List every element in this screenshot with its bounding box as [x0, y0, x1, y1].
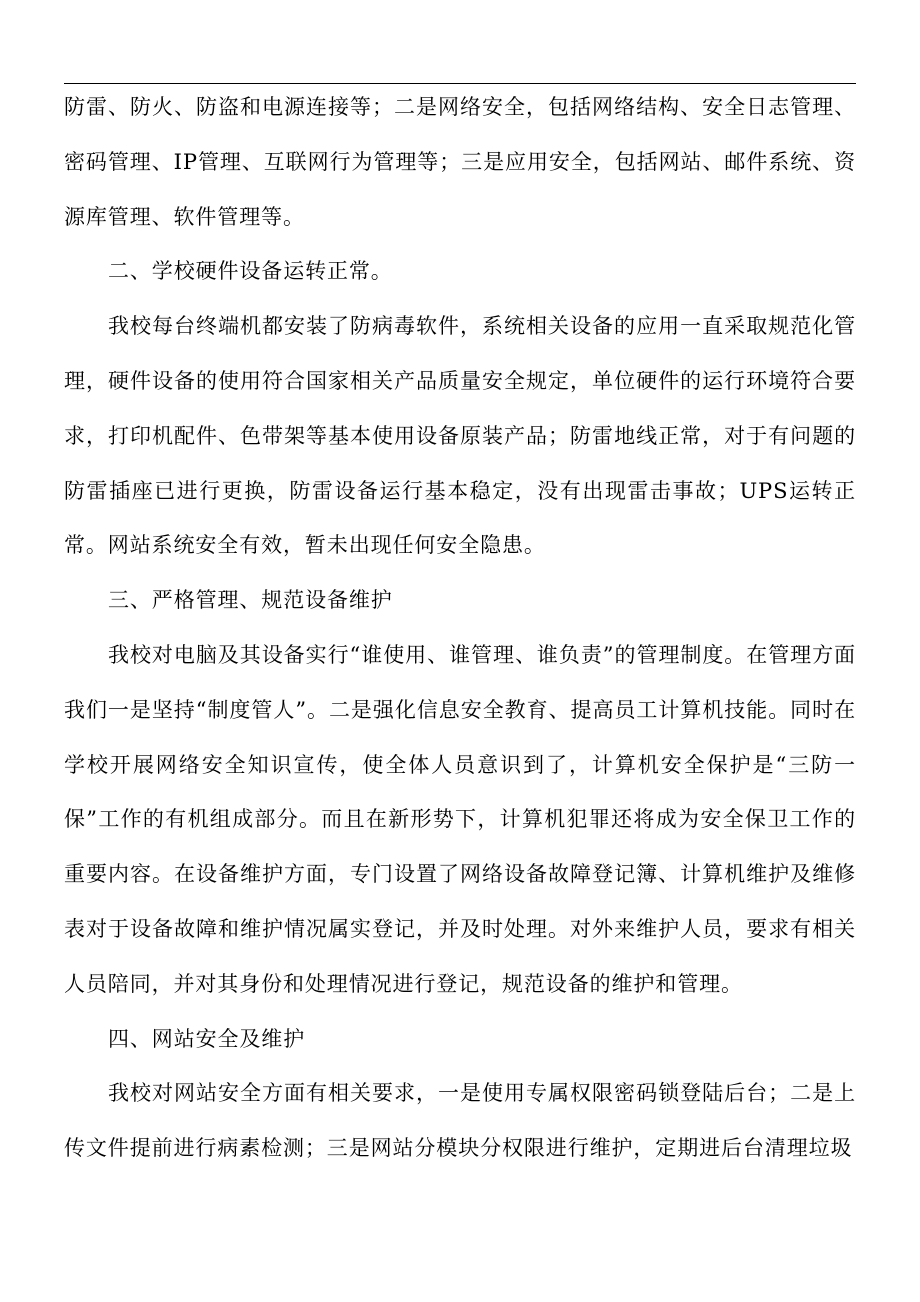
- section-heading-maintenance: 三、严格管理、规范设备维护: [108, 588, 393, 613]
- paragraph-maintenance: 我校对电脑及其设备实行“谁使用、谁管理、谁负责”的管理制度。在管理方面我们一是坚持“制度管人”。二是强化信息安全教育、提高员工计算机技能。同时在学校开展网络安全知识宣传，使全体人员意识到了，计算机安全保护是“三防一保”工作的有机组成部分。而且在新形势下，计算机犯罪还将成为安全保卫工作的重要内容。在设备维护方面，专门设置了网络设备故障登记簿、计算机维护及维修表对于设备故障和维护情况属实登记，并及时处理。对外来维护人员，要求有相关人员陪同，并对其身份和处理情况进行登记，规范设备的维护和管理。: [64, 642, 856, 996]
- section-heading-website: 四、网站安全及维护: [108, 1026, 306, 1051]
- paragraph-website: 我校对网站安全方面有相关要求，一是使用专属权限密码锁登陆后台；二是上传文件提前进行病素检测；三是网站分模块分权限进行维护，定期进后台清理垃圾: [64, 1081, 856, 1161]
- section-heading-hardware: 二、学校硬件设备运转正常。: [108, 259, 393, 284]
- paragraph-intro-continuation: 防雷、防火、防盗和电源连接等；二是网络安全，包括网络结构、安全日志管理、密码管理、IP管理、互联网行为管理等；三是应用安全，包括网站、邮件系统、资源库管理、软件管理等。: [64, 95, 856, 229]
- document-body: [64, 80, 856, 1176]
- paragraph-hardware: 我校每台终端机都安装了防病毒软件，系统相关设备的应用一直采取规范化管理，硬件设备的使用符合国家相关产品质量安全规定，单位硬件的运行环境符合要求，打印机配件、色带架等基本使用设备原装产品；防雷地线正常，对于有问题的防雷插座已进行更换，防雷设备运行基本稳定，没有出现雷击事故；UPS运转正常。网站系统安全有效，暂未出现任何安全隐患。: [64, 314, 856, 558]
